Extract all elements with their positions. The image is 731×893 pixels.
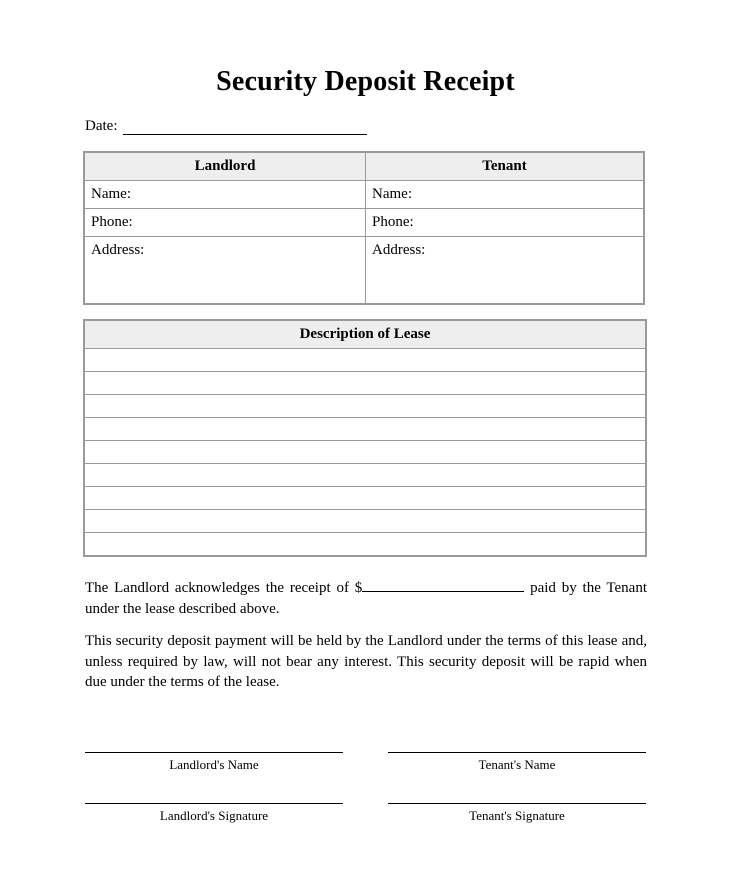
lease-line[interactable] <box>85 349 646 372</box>
lease-line[interactable] <box>85 418 646 441</box>
tenant-address-field[interactable]: Address: <box>366 237 644 304</box>
parties-table <box>84 152 644 304</box>
receipt-paragraph <box>85 577 647 619</box>
tenant-signature-line[interactable]: Tenant's Signature <box>388 803 646 824</box>
receipt-text-part2: paid by the Tenant under the lease described above. <box>85 580 647 617</box>
lease-line[interactable] <box>85 464 646 487</box>
tenant-header: Tenant <box>366 153 644 181</box>
tenant-phone-field[interactable]: Phone: <box>366 209 644 237</box>
lease-line[interactable] <box>85 510 646 533</box>
terms-paragraph: This security deposit payment will be held by the Landlord under the terms of this lease and, unless required by law, will not bear any interest. This security deposit will be rapid when due under the terms of the lease. <box>85 633 647 690</box>
lease-rows <box>85 349 646 556</box>
landlord-name-field[interactable]: Name: <box>85 181 366 209</box>
lease-line[interactable] <box>85 372 646 395</box>
date-field[interactable] <box>123 118 367 135</box>
landlord-name-signature-line[interactable]: Landlord's Name <box>85 752 343 773</box>
landlord-signature-line[interactable]: Landlord's Signature <box>85 803 343 824</box>
amount-field[interactable] <box>362 577 524 592</box>
landlord-header: Landlord <box>85 153 366 181</box>
tenant-name-field[interactable]: Name: <box>366 181 644 209</box>
date-label: Date: <box>85 118 118 134</box>
tenant-name-signature-line[interactable]: Tenant's Name <box>388 752 646 773</box>
lease-table <box>84 320 646 556</box>
lease-line[interactable] <box>85 533 646 556</box>
lease-line[interactable] <box>85 395 646 418</box>
lease-line[interactable] <box>85 441 646 464</box>
date-row <box>85 118 367 135</box>
lease-line[interactable] <box>85 487 646 510</box>
page-title: Security Deposit Receipt <box>216 66 515 97</box>
landlord-phone-field[interactable]: Phone: <box>85 209 366 237</box>
landlord-address-field[interactable]: Address: <box>85 237 366 304</box>
receipt-text-part1: The Landlord acknowledges the receipt of $ <box>85 580 363 596</box>
lease-header: Description of Lease <box>85 321 646 349</box>
